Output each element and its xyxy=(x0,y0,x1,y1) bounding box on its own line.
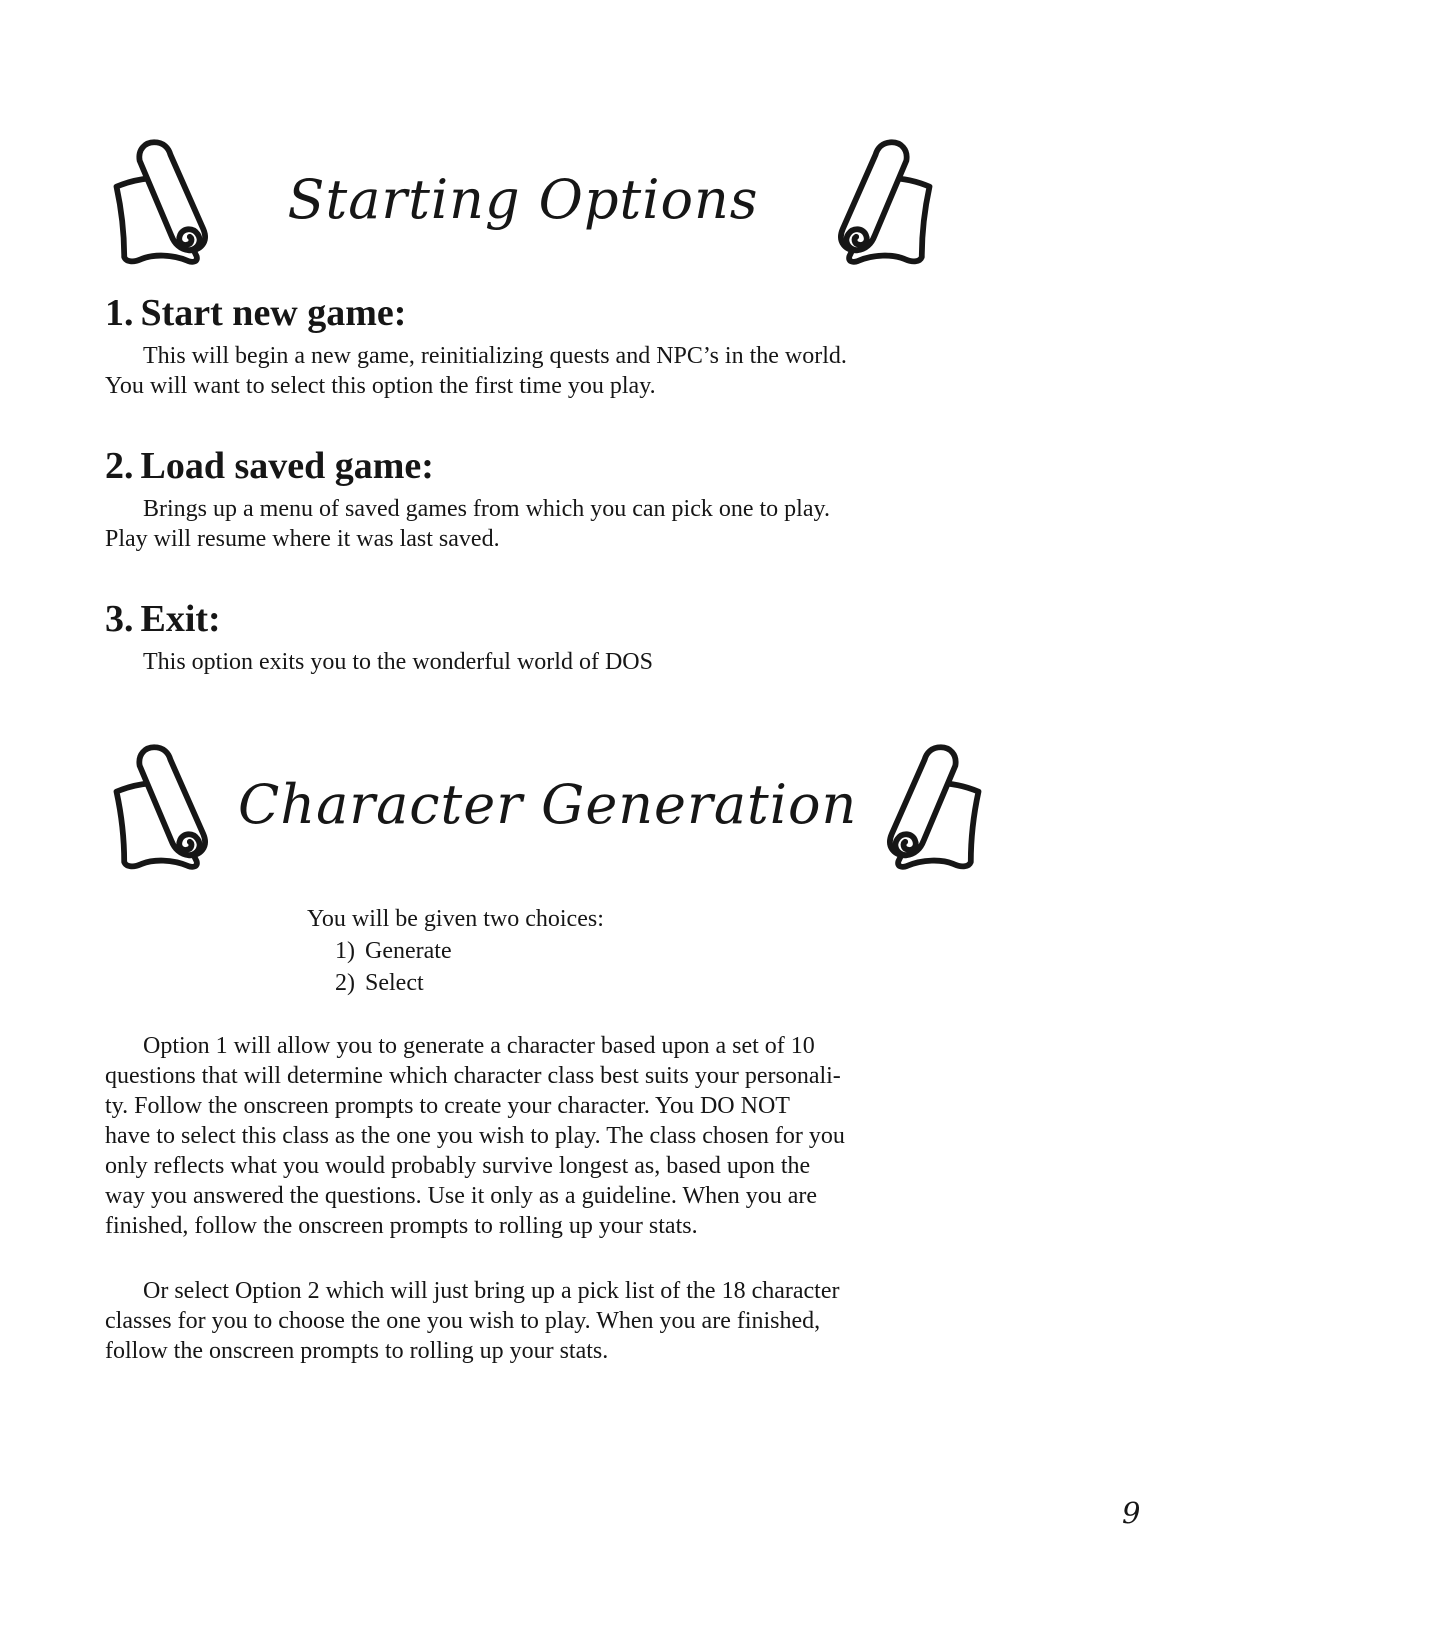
banner-title: Starting Options xyxy=(287,167,759,231)
choice-number: 2) xyxy=(335,970,355,996)
choice-label: Generate xyxy=(365,938,452,964)
text-line: Brings up a menu of saved games from which you can pick one to play. xyxy=(143,496,830,522)
section-number: 2. xyxy=(105,445,134,487)
text-line: You will want to select this option the first time you play. xyxy=(105,373,656,399)
section-heading-start-new-game xyxy=(105,291,406,335)
text-line: only reflects what you would probably survive longest as, based upon the xyxy=(105,1153,811,1179)
text-line: Or select Option 2 which will just bring up a pick list of the 18 character xyxy=(143,1278,840,1304)
text-line: This option exits you to the wonderful world of DOS xyxy=(143,649,653,675)
text-line: have to select this class as the one you wish to play. The class chosen for you xyxy=(105,1123,845,1149)
banner-title: Character Generation xyxy=(238,772,858,836)
text-line: Play will resume where it was last saved. xyxy=(105,526,500,552)
section-body-exit xyxy=(105,647,965,677)
choice-number: 1) xyxy=(335,938,355,964)
section-number: 1. xyxy=(105,292,134,334)
section-heading-exit xyxy=(105,597,221,641)
choice-select xyxy=(335,967,604,999)
paragraph-option-2 xyxy=(105,1276,965,1366)
section-body-load-saved-game xyxy=(105,494,965,554)
text-line: questions that will determine which character class best suits your personali- xyxy=(105,1063,841,1089)
scroll-icon xyxy=(808,134,943,274)
section-title: Exit: xyxy=(140,598,221,640)
text-line: classes for you to choose the one you wish to play. When you are finished, xyxy=(105,1308,821,1334)
paragraph-option-1 xyxy=(105,1031,965,1241)
text-line: way you answered the questions. Use it only as a guideline. When you are xyxy=(105,1183,818,1209)
scroll-icon xyxy=(103,739,238,879)
choice-generate xyxy=(335,935,604,967)
section-heading-load-saved-game xyxy=(105,444,434,488)
banner-character-generation xyxy=(103,738,943,880)
text-line: follow the onscreen prompts to rolling up your stats. xyxy=(105,1338,609,1364)
chargen-intro: You will be given two choices: xyxy=(307,906,604,932)
text-line: ty. Follow the onscreen prompts to create your character. You DO NOT xyxy=(105,1093,790,1119)
section-number: 3. xyxy=(105,598,134,640)
section-title: Load saved game: xyxy=(140,445,434,487)
choice-label: Select xyxy=(365,970,424,996)
section-body-start-new-game xyxy=(105,341,965,401)
text-line: This will begin a new game, reinitializing quests and NPC’s in the world. xyxy=(143,343,847,369)
scroll-icon xyxy=(103,134,238,274)
text-line: Option 1 will allow you to generate a character based upon a set of 10 xyxy=(143,1033,815,1059)
chargen-choices xyxy=(307,903,604,999)
text-line: finished, follow the onscreen prompts to rolling up your stats. xyxy=(105,1213,698,1239)
scroll-icon xyxy=(857,739,992,879)
page-number: 9 xyxy=(1122,1496,1141,1530)
section-title: Start new game: xyxy=(140,292,407,334)
banner-starting-options xyxy=(103,133,943,275)
